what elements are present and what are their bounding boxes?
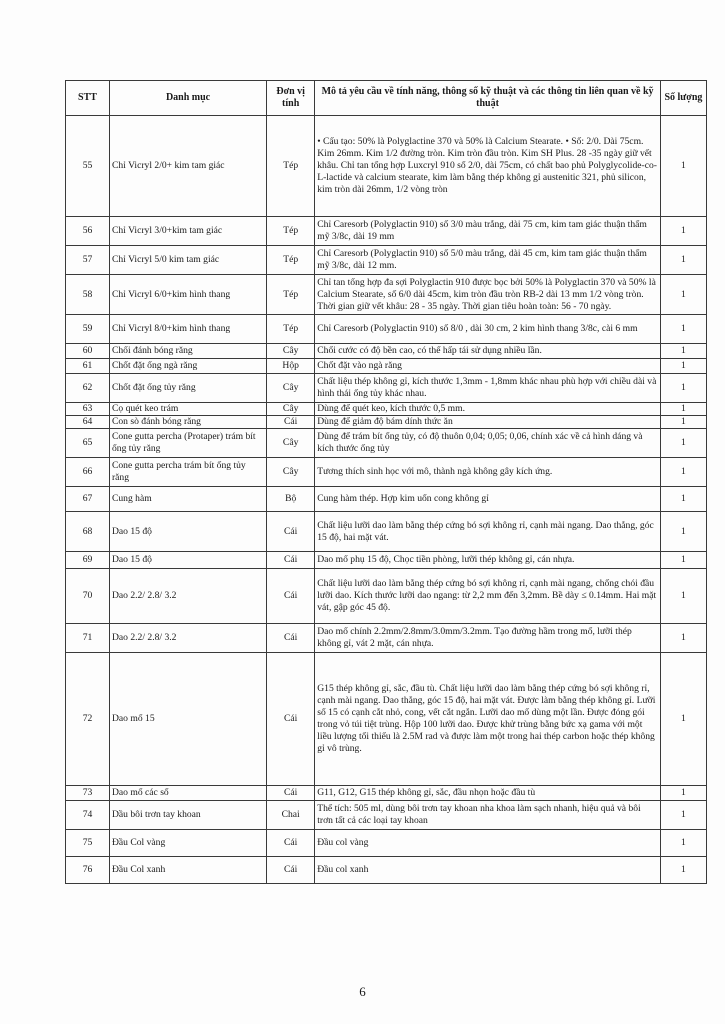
row-category: Chỉ Vicryl 6/0+kim hình thang (109, 275, 266, 315)
row-category: Chổi đánh bóng răng (109, 344, 266, 359)
row-unit: Tép (267, 246, 315, 275)
table-row (66, 275, 707, 315)
row-category: Chốt đặt ống ngà răng (109, 359, 266, 374)
row-qty: 1 (660, 315, 706, 344)
row-stt: 57 (66, 246, 110, 275)
row-category: Dao 2.2/ 2.8/ 3.2 (109, 569, 266, 624)
row-stt: 75 (66, 830, 110, 857)
row-qty: 1 (660, 116, 706, 217)
row-description: Dao mổ phụ 15 độ, Chọc tiền phòng, lưỡi thép không gỉ, cán nhựa. (315, 552, 661, 569)
row-unit: Cái (267, 512, 315, 552)
row-description: Chỉ Caresorb (Polyglactin 910) số 3/0 màu trắng, dài 75 cm, kim tam giác thuận thẩm mỹ 3/8c, dài 19 mm (315, 217, 661, 246)
row-qty: 1 (660, 217, 706, 246)
row-unit: Tép (267, 116, 315, 217)
row-category: Chỉ Vicryl 2/0+ kim tam giác (109, 116, 266, 217)
row-description: Tương thích sinh học với mô, thành ngà không gây kích ứng. (315, 458, 661, 487)
row-description: Chất liệu lưỡi dao làm bằng thép cứng bó sợi không rỉ, cạnh mài ngang. Dao thẳng, góc 15 độ, hai mặt vát. (315, 512, 661, 552)
table-row (66, 403, 707, 416)
row-qty: 1 (660, 786, 706, 801)
row-description: Dùng để quét keo, kích thước 0,5 mm. (315, 403, 661, 416)
table-row (66, 801, 707, 830)
row-description: G11, G12, G15 thép không gỉ, sắc, đầu nhọn hoặc đầu tù (315, 786, 661, 801)
header-category: Danh mục (109, 81, 266, 116)
row-unit: Chai (267, 801, 315, 830)
row-qty: 1 (660, 416, 706, 429)
row-unit: Cái (267, 624, 315, 653)
row-qty: 1 (660, 512, 706, 552)
row-stt: 69 (66, 552, 110, 569)
row-qty: 1 (660, 857, 706, 884)
table-row (66, 315, 707, 344)
header-description: Mô tả yêu cầu về tính năng, thông số kỹ thuật và các thông tin liên quan về kỹ thuật (315, 81, 661, 116)
row-stt: 71 (66, 624, 110, 653)
row-qty: 1 (660, 403, 706, 416)
row-qty: 1 (660, 359, 706, 374)
row-category: Dao 2.2/ 2.8/ 3.2 (109, 624, 266, 653)
table-row (66, 653, 707, 786)
row-description: G15 thép không gỉ, sắc, đầu tù. Chất liệu lưỡi dao làm bằng thép cứng bó sợi không rỉ, cạnh mài ngang. Dao thẳng, góc 15 độ, hai mặt vát. Được làm bằng thép không gỉ. Lưỡi số 15 có cạnh cắt nhỏ, cong, vết cắt ngắn. Lưỡi dao mổ dùng một lần. Được đóng gói trong vỏ túi tiệt trùng. Hộp 100 lưỡi dao. Được khử trùng bằng bức xạ gama với một liều lượng tối thiểu là 2.5M rad và được làm một trong hai thép carbon hoặc thép không gỉ vô trùng. (315, 653, 661, 786)
row-qty: 1 (660, 487, 706, 512)
row-description: Chốt đặt vào ngà răng (315, 359, 661, 374)
row-unit: Tép (267, 217, 315, 246)
row-stt: 68 (66, 512, 110, 552)
row-category: Cung hàm (109, 487, 266, 512)
row-qty: 1 (660, 374, 706, 403)
row-qty: 1 (660, 344, 706, 359)
row-unit: Cái (267, 857, 315, 884)
row-category: Dầu bôi trơn tay khoan (109, 801, 266, 830)
row-qty: 1 (660, 429, 706, 458)
table-row (66, 116, 707, 217)
row-category: Cọ quét keo trám (109, 403, 266, 416)
page-number: 6 (359, 984, 366, 999)
row-unit: Cây (267, 344, 315, 359)
table-row (66, 374, 707, 403)
row-stt: 63 (66, 403, 110, 416)
row-unit: Cây (267, 458, 315, 487)
row-qty: 1 (660, 275, 706, 315)
row-qty: 1 (660, 458, 706, 487)
row-category: Đầu Col vàng (109, 830, 266, 857)
row-category: Cone gutta percha (Protaper) trám bít ống tủy răng (109, 429, 266, 458)
header-stt: STT (66, 81, 110, 116)
row-unit: Cây (267, 374, 315, 403)
row-description: Đầu col xanh (315, 857, 661, 884)
row-description: • Cấu tạo: 50% là Polyglactine 370 và 50% là Calcium Stearate. • Số: 2/0. Dài 75cm. Kim 26mm. Kim 1/2 đường tròn. Kim tròn đầu tròn. Kim SH Plus. 28 -35 ngày giữ vết khâu. Chỉ tan tổng hợp Luxcryl 910 số 2/0, dài 75cm, có chất bao phủ Polyglycolide-co-L-lactide và calcium stearate, kim làm bằng thép không gỉ austenitic 321, phủ silicon, kim tròn dài 26mm, 1/2 vòng tròn (315, 116, 661, 217)
table-row (66, 416, 707, 429)
row-description: Chất liệu thép không gỉ, kích thước 1,3mm - 1,8mm khác nhau phù hợp với chiều dài và hình thái ống tủy khác nhau. (315, 374, 661, 403)
table-row (66, 429, 707, 458)
row-unit: Tép (267, 315, 315, 344)
row-unit: Cái (267, 786, 315, 801)
table-row (66, 552, 707, 569)
row-qty: 1 (660, 552, 706, 569)
row-unit: Cây (267, 429, 315, 458)
row-category: Chốt đặt ống tủy răng (109, 374, 266, 403)
table-row (66, 830, 707, 857)
row-stt: 65 (66, 429, 110, 458)
spec-table (65, 80, 707, 884)
row-description: Dùng để trám bít ống tủy, có độ thuôn 0,04; 0,05; 0,06, chính xác về cả hình dáng và kích thước ống tủy (315, 429, 661, 458)
row-unit: Hộp (267, 359, 315, 374)
table-row (66, 786, 707, 801)
table-row (66, 487, 707, 512)
table-row (66, 512, 707, 552)
table-row (66, 344, 707, 359)
row-stt: 73 (66, 786, 110, 801)
row-description: Thể tích: 505 ml, dùng bôi trơn tay khoan nha khoa làm sạch nhanh, hiệu quả và bôi trơn tất cả các loại tay khoan (315, 801, 661, 830)
row-category: Cone gutta percha trám bít ống tủy răng (109, 458, 266, 487)
row-category: Đầu Col xanh (109, 857, 266, 884)
row-description: Chỉ Caresorb (Polyglactin 910) số 5/0 màu trắng, dài 45 cm, kim tam giác thuận thẩm mỹ 3/8c, dài 12 mm. (315, 246, 661, 275)
row-unit: Cái (267, 569, 315, 624)
row-unit: Cây (267, 403, 315, 416)
row-category: Chỉ Vicryl 3/0+kim tam giác (109, 217, 266, 246)
row-stt: 61 (66, 359, 110, 374)
row-category: Chỉ Vicryl 8/0+kim hình thang (109, 315, 266, 344)
row-description: Dao mổ chính 2.2mm/2.8mm/3.0mm/3.2mm. Tạo đường hầm trong mổ, lưỡi thép không gỉ, vát 2 mặt, cán nhựa. (315, 624, 661, 653)
row-stt: 64 (66, 416, 110, 429)
row-stt: 62 (66, 374, 110, 403)
table-row (66, 359, 707, 374)
table-row (66, 458, 707, 487)
row-category: Con sò đánh bóng răng (109, 416, 266, 429)
row-stt: 74 (66, 801, 110, 830)
row-category: Dao mổ 15 (109, 653, 266, 786)
table-row (66, 217, 707, 246)
row-unit: Tép (267, 275, 315, 315)
row-qty: 1 (660, 569, 706, 624)
row-description: Chỉ Caresorb (Polyglactin 910) số 8/0 , dài 30 cm, 2 kim hình thang 3/8c, cài 6 mm (315, 315, 661, 344)
row-stt: 72 (66, 653, 110, 786)
row-unit: Bộ (267, 487, 315, 512)
row-qty: 1 (660, 624, 706, 653)
row-description: Chỉ tan tổng hợp đa sợi Polyglactin 910 được bọc bởi 50% là Polyglactin 370 và 50% là Calcium Stearate, số 6/0 dài 45cm, kim tròn đầu tròn RB-2 dài 13 mm 1/2 vòng tròn. Thời gian giữ vết khâu: 28 - 35 ngày. Thời gian tiêu hoàn toàn: 56 - 70 ngày. (315, 275, 661, 315)
row-stt: 55 (66, 116, 110, 217)
row-description: Đầu col vàng (315, 830, 661, 857)
row-qty: 1 (660, 653, 706, 786)
header-qty: Số lượng (660, 81, 706, 116)
row-category: Dao mổ các số (109, 786, 266, 801)
row-stt: 66 (66, 458, 110, 487)
row-unit: Cái (267, 552, 315, 569)
row-description: Dùng để giảm độ bám dính thức ăn (315, 416, 661, 429)
row-stt: 60 (66, 344, 110, 359)
row-qty: 1 (660, 830, 706, 857)
row-unit: Cái (267, 653, 315, 786)
table-row (66, 624, 707, 653)
table-header-row (66, 81, 707, 116)
row-category: Chỉ Vicryl 5/0 kim tam giác (109, 246, 266, 275)
row-unit: Cái (267, 416, 315, 429)
row-qty: 1 (660, 801, 706, 830)
row-description: Cung hàm thép. Hợp kim uốn cong không gỉ (315, 487, 661, 512)
row-stt: 56 (66, 217, 110, 246)
header-unit: Đơn vị tính (267, 81, 315, 116)
row-description: Chổi cước có độ bền cao, có thể hấp tái sử dụng nhiều lần. (315, 344, 661, 359)
table-row (66, 246, 707, 275)
table-row (66, 857, 707, 884)
table-row (66, 569, 707, 624)
row-description: Chất liệu lưỡi dao làm bằng thép cứng bó sợi không rỉ, cạnh mài ngang, chống chói đầu lưỡi dao. Kích thước lưỡi dao ngang: từ 2,2 mm đến 3,2mm. Bề dày ≤ 0.14mm. Hai mặt vát, gập góc 45 độ. (315, 569, 661, 624)
row-stt: 58 (66, 275, 110, 315)
row-stt: 67 (66, 487, 110, 512)
row-category: Dao 15 độ (109, 552, 266, 569)
row-category: Dao 15 độ (109, 512, 266, 552)
row-unit: Cái (267, 830, 315, 857)
row-stt: 70 (66, 569, 110, 624)
row-stt: 59 (66, 315, 110, 344)
row-stt: 76 (66, 857, 110, 884)
row-qty: 1 (660, 246, 706, 275)
